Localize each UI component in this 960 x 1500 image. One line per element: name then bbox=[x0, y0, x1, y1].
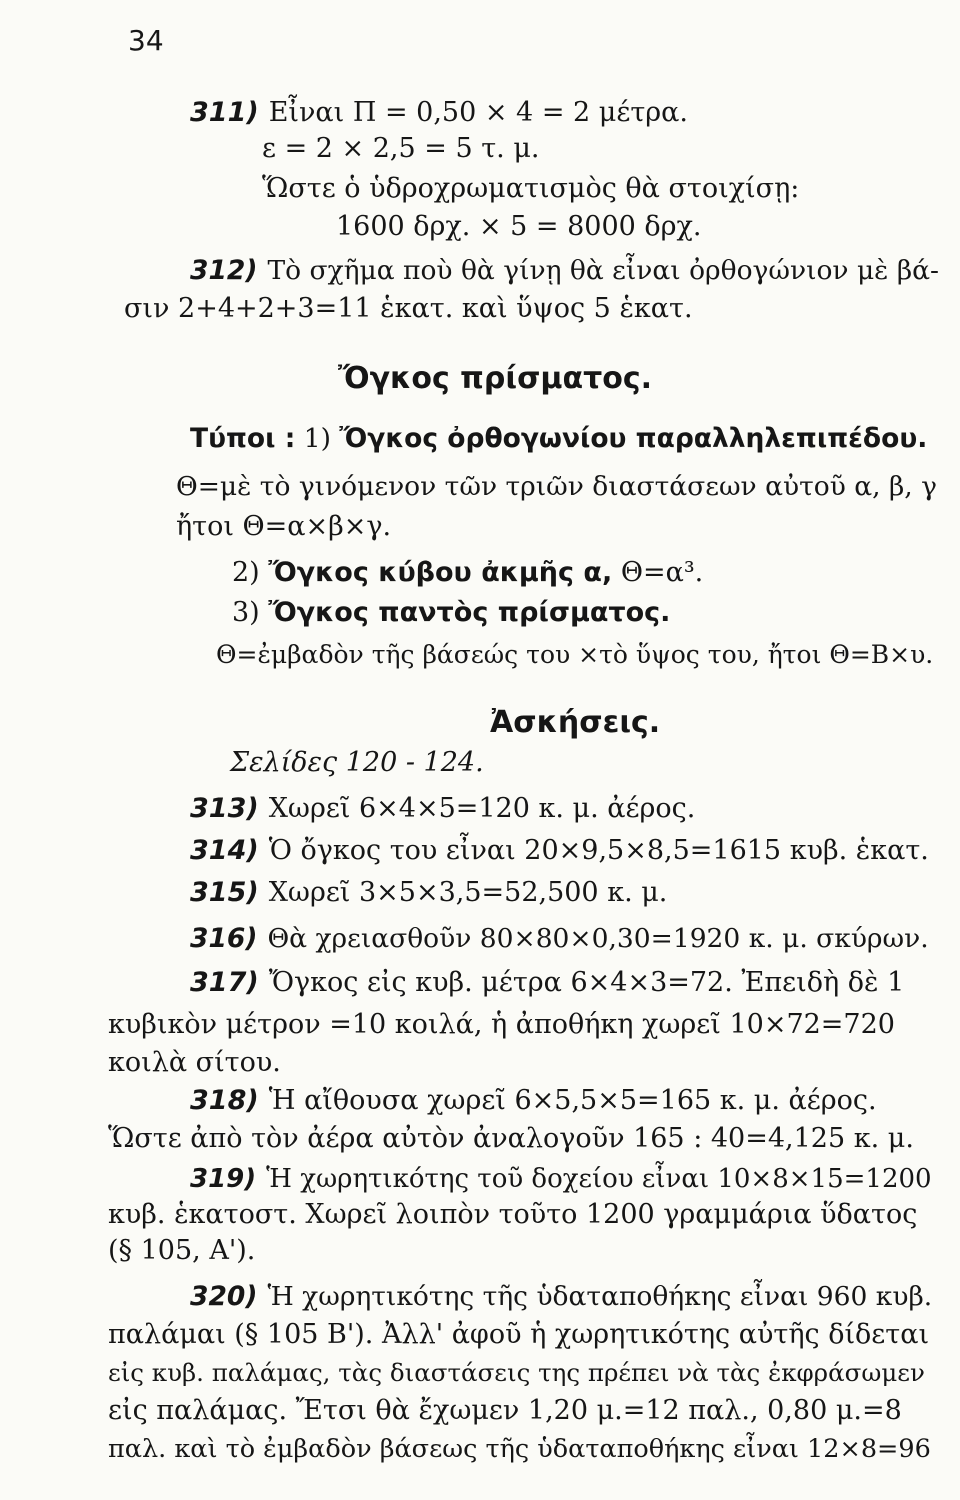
exercise-320-line-2: παλάμαι (§ 105 Β'). Ἀλλ' ἀφοῦ ἡ χωρητικότης αὐτῆς δίδεται bbox=[108, 1319, 930, 1350]
exercise-317-line-3: κοιλὰ σίτου. bbox=[108, 1047, 281, 1078]
exercise-text: Θὰ χρειασθοῦν 80×80×0,30=1920 κ. μ. σκύρων. bbox=[267, 923, 929, 954]
exercise-text: Χωρεῖ 6×4×5=120 κ. μ. ἀέρος. bbox=[268, 793, 696, 824]
exercise-text: Ἡ χωρητικότης τοῦ δοχείου εἶναι 10×8×15=1200 bbox=[266, 1164, 932, 1194]
exercise-number: 316) bbox=[190, 923, 258, 954]
exercise-311-line-2: ε = 2 × 2,5 = 5 τ. μ. bbox=[262, 133, 540, 164]
exercise-number: 315) bbox=[190, 877, 259, 908]
formula-1-line-2: ἤτοι Θ=α×β×γ. bbox=[176, 511, 392, 542]
formula-title: Ὄγκος παντὸς πρίσματος. bbox=[268, 597, 671, 628]
exercise-319-line-2: κυβ. ἑκατοστ. Χωρεῖ λοιπὸν τοῦτο 1200 γραμμάρια ὕδατος bbox=[108, 1199, 918, 1230]
formula-title: Ὄγκος κύβου ἀκμῆς α, bbox=[268, 557, 613, 588]
exercise-320-line-5: παλ. καὶ τὸ ἐμβαδὸν βάσεως τῆς ὑδαταποθήκης εἶναι 12×8=96 bbox=[108, 1434, 931, 1464]
formula-number: 1) bbox=[303, 423, 331, 454]
exercise-text: Χωρεῖ 3×5×3,5=52,500 κ. μ. bbox=[268, 877, 668, 908]
exercise-311-line-4: 1600 δρχ. × 5 = 8000 δρχ. bbox=[336, 211, 702, 242]
formula-2 bbox=[232, 556, 703, 590]
exercise-313 bbox=[190, 792, 695, 826]
exercise-number: 313) bbox=[190, 793, 259, 824]
exercise-number: 311) bbox=[190, 97, 259, 128]
formula-number: 3) bbox=[232, 597, 260, 628]
exercise-320-line-1 bbox=[190, 1280, 932, 1314]
exercise-text: Ἡ χωρητικότης τῆς ὑδαταποθήκης εἶναι 960 κυβ. bbox=[267, 1281, 933, 1312]
exercise-number: 318) bbox=[190, 1085, 259, 1116]
exercise-311-line-3: Ὥστε ὁ ὑδροχρωματισμὸς θὰ στοιχίσῃ: bbox=[262, 173, 800, 204]
exercise-320-line-3: εἰς κυβ. παλάμας, τὰς διαστάσεις της πρέπει νὰ τὰς ἐκφράσωμεν bbox=[108, 1358, 925, 1387]
types-label: Τύποι : bbox=[190, 423, 296, 454]
exercise-320-line-4: εἰς παλάμας. Ἔτσι θὰ ἔχωμεν 1,20 μ.=12 παλ., 0,80 μ.=8 bbox=[108, 1395, 902, 1426]
exercise-317-line-1 bbox=[190, 966, 904, 1000]
exercise-319-line-3: (§ 105, Α'). bbox=[108, 1235, 256, 1266]
exercise-311-line-1 bbox=[190, 96, 688, 130]
formula-1-line-1: Θ=μὲ τὸ γινόμενον τῶν τριῶν διαστάσεων αὐτοῦ α, β, γ bbox=[176, 471, 937, 502]
exercise-312-line-2: σιν 2+4+2+3=11 ἑκατ. καὶ ὕψος 5 ἑκατ. bbox=[124, 293, 693, 324]
exercise-317-line-2: κυβικὸν μέτρον =10 κοιλά, ἡ ἀποθήκη χωρεῖ 10×72=720 bbox=[108, 1009, 895, 1040]
exercise-319-line-1 bbox=[190, 1162, 932, 1196]
formula-3-line-1: Θ=ἐμβαδὸν τῆς βάσεώς του ×τὸ ὕψος του, ἤτοι Θ=Β×υ. bbox=[216, 640, 934, 669]
exercise-316 bbox=[190, 922, 929, 956]
formula-3-heading bbox=[232, 596, 670, 630]
section-title-exercises: Ἀσκήσεις. bbox=[490, 705, 661, 740]
formula-title: Ὄγκος ὀρθογωνίου παραλληλεπιπέδου. bbox=[339, 423, 928, 454]
pages-reference: Σελίδες 120 - 124. bbox=[230, 747, 484, 778]
exercise-number: 317) bbox=[190, 967, 259, 998]
exercise-text: Εἶναι Π = 0,50 × 4 = 2 μέτρα. bbox=[268, 97, 688, 128]
exercise-text: Ὁ ὄγκος του εἶναι 20×9,5×8,5=1615 κυβ. ἑκατ. bbox=[268, 835, 929, 866]
exercise-number: 314) bbox=[190, 835, 259, 866]
exercise-text: Ὄγκος εἰς κυβ. μέτρα 6×4×3=72. Ἐπειδὴ δὲ 1 bbox=[268, 967, 905, 998]
exercise-315 bbox=[190, 876, 667, 910]
exercise-number: 320) bbox=[190, 1281, 258, 1312]
exercise-number: 319) bbox=[190, 1164, 257, 1194]
exercise-318-line-2: Ὥστε ἀπὸ τὸν ἀέρα αὐτὸν ἀναλογοῦν 165 : 40=4,125 κ. μ. bbox=[108, 1123, 914, 1154]
exercise-318-line-1 bbox=[190, 1084, 877, 1118]
formula-number: 2) bbox=[232, 557, 260, 588]
exercise-312-line-1 bbox=[190, 254, 939, 288]
exercise-number: 312) bbox=[190, 255, 258, 286]
formula-expression: Θ=α³. bbox=[620, 557, 704, 588]
exercise-text: Ἡ αἴθουσα χωρεῖ 6×5,5×5=165 κ. μ. ἀέρος. bbox=[268, 1085, 877, 1116]
formula-1-heading bbox=[190, 422, 927, 456]
exercise-text: Τὸ σχῆμα ποὺ θὰ γίνῃ θὰ εἶναι ὀρθογώνιον μὲ βά- bbox=[267, 255, 939, 286]
section-title-prism-volume: Ὄγκος πρίσματος. bbox=[338, 361, 653, 396]
exercise-314 bbox=[190, 834, 929, 868]
page-number: 34 bbox=[128, 24, 164, 57]
